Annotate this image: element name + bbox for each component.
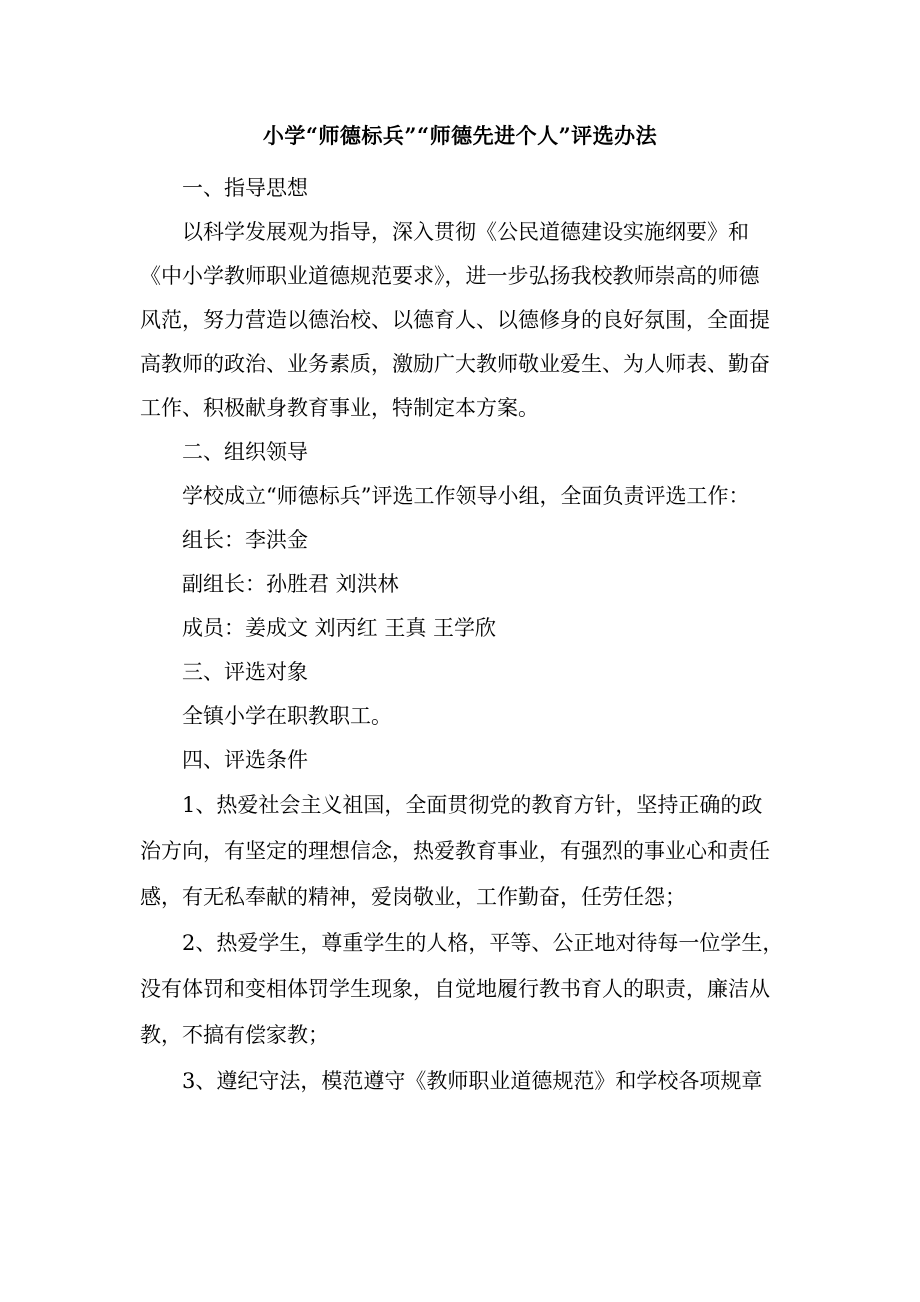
paragraph-line: 没有体罚和变相体罚学生现象，自觉地履行教书育人的职责，廉洁从 [140,977,770,1001]
paragraph-line: 治方向，有坚定的理想信念，热爱教育事业，有强烈的事业心和责任 [140,839,770,863]
document-title: 小学“师德标兵”“师德先进个人”评选办法 [262,123,658,148]
paragraph-line: 高教师的政治、业务素质，激励广大教师敬业爱生、为人师表、勤奋 [140,352,770,376]
section-heading-guiding-thought: 一、指导思想 [182,176,308,200]
leader-line: 组长：李洪金 [182,528,308,552]
criteria-item-line: 3、遵纪守法，模范遵守《教师职业道德规范》和学校各项规章 [182,1069,763,1093]
paragraph-line: 工作、积极献身教育事业，特制定本方案。 [140,396,539,420]
criteria-item-line: 2、热爱学生，尊重学生的人格，平等、公正地对待每一位学生， [182,931,784,955]
deputy-leader-line: 副组长：孙胜君 刘洪林 [182,572,399,596]
members-line: 成员：姜成文 刘丙红 王真 王学欣 [182,616,497,640]
criteria-item-line: 1、热爱社会主义祖国，全面贯彻党的教育方针，坚持正确的政 [182,793,763,817]
paragraph-line: 全镇小学在职教职工。 [182,704,392,728]
paragraph-line: 感，有无私奉献的精神，爱岗敬业，工作勤奋，任劳任怨； [140,885,686,909]
document-body [140,166,782,1104]
section-heading-organization: 二、组织领导 [182,440,308,464]
paragraph-line: 教，不搞有偿家教； [140,1023,329,1047]
paragraph-line: 以科学发展观为指导，深入贯彻《公民道德建设实施纲要》和 [182,220,749,244]
section-heading-candidates: 三、评选对象 [182,660,308,684]
paragraph-line: 《中小学教师职业道德规范要求》，进一步弘扬我校教师崇高的师德 [140,264,760,288]
paragraph-line: 风范，努力营造以德治校、以德育人、以德修身的良好氛围，全面提 [140,308,770,332]
paragraph-line: 学校成立“师德标兵”评选工作领导小组，全面负责评选工作： [182,484,750,508]
section-heading-criteria: 四、评选条件 [182,748,308,772]
